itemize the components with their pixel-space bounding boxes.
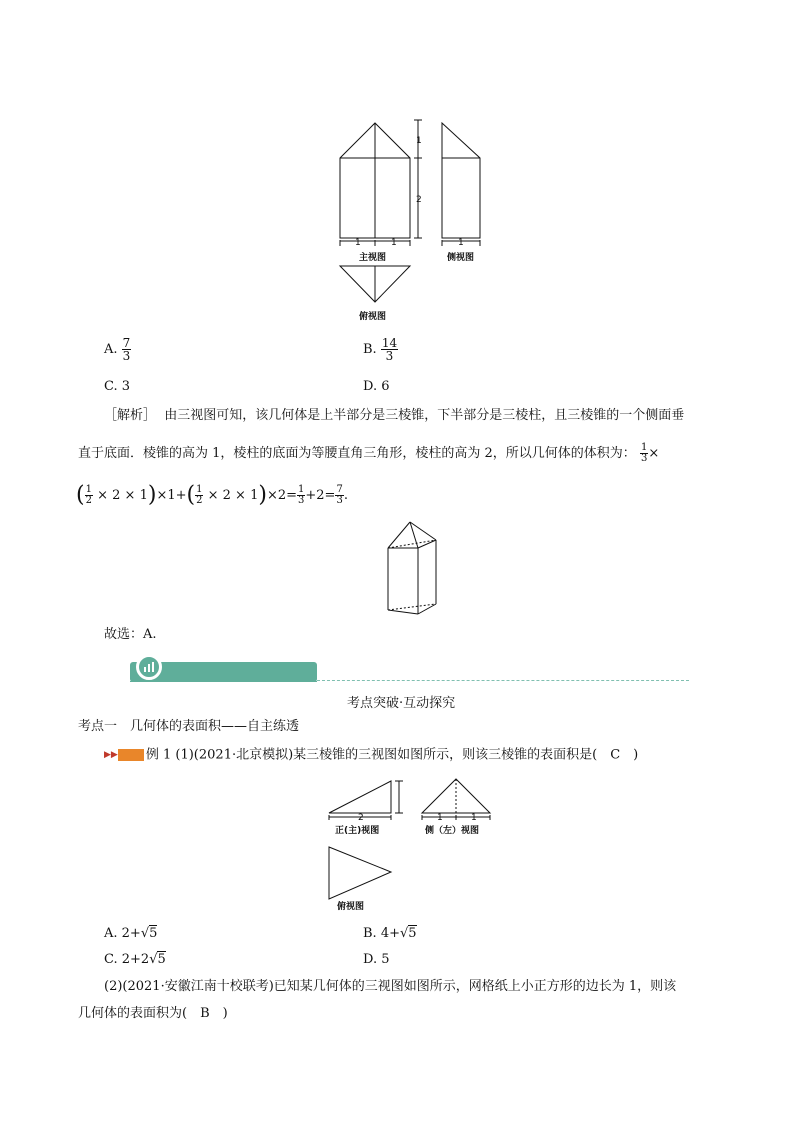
sqrt-sign: √ <box>140 926 150 941</box>
frac-seven-thirds <box>335 485 343 506</box>
paren-close-2: ) <box>258 482 267 508</box>
kaodian-heading: 考点一 几何体的表面积——自主练透 <box>78 719 300 734</box>
analysis-line-3 <box>76 482 348 508</box>
option-a-fraction <box>122 337 132 362</box>
radicand: 5 <box>408 926 417 941</box>
three-view-figure-1 <box>330 110 500 340</box>
expr-part-b: ×1+ <box>156 488 187 503</box>
analysis-line-2 <box>78 443 659 464</box>
times-sign: × <box>648 446 660 461</box>
q2-option-a <box>104 925 157 943</box>
frac-den: 3 <box>298 495 305 506</box>
option-d: D. 6 <box>363 379 390 394</box>
top-view-triangle <box>329 847 391 899</box>
front-view-label: 正(主)视图 <box>335 826 380 836</box>
q2-option-c-text: C. 2+2 <box>104 952 150 967</box>
option-b <box>363 337 398 362</box>
radicand: 5 <box>157 952 166 967</box>
analysis-tag: ［解析］ <box>104 408 157 423</box>
q2-option-b <box>363 925 417 943</box>
frac-num: 1 <box>196 484 203 495</box>
solid-sketch <box>384 520 444 616</box>
section-dashed-rule <box>317 680 689 681</box>
example1-text: (1)(2021·北京模拟)某三棱锥的三视图如图所示，则该三棱锥的表面积是( C ) <box>175 747 639 763</box>
sqrt-sign: √ <box>399 926 409 941</box>
paren-close-1: ) <box>147 482 157 508</box>
option-b-den: 3 <box>385 349 394 363</box>
example1-label: 例 1 <box>145 747 172 763</box>
example1-line <box>104 746 638 765</box>
analysis-text-1: 由三视图可知，该几何体是上半部分是三棱锥，下半部分是三棱柱，且三棱锥的一个侧面垂 <box>164 408 685 423</box>
period: . <box>343 488 348 503</box>
dim-top-label: 1 <box>416 136 422 146</box>
answer-line: 故选：A. <box>104 627 157 642</box>
expr-part-e: +2= <box>305 488 336 503</box>
top-view-label: 俯视图 <box>337 902 365 912</box>
paren-open-1: ( <box>76 482 85 508</box>
q2-option-a-text: A. 2+ <box>104 926 141 941</box>
three-view-figure-2 <box>325 775 505 915</box>
dim-side-right-label: 1 <box>471 813 477 823</box>
paren-open-2: ( <box>186 482 196 508</box>
frac-den: 3 <box>336 495 343 506</box>
side-view-label: 侧视图 <box>447 253 475 263</box>
frac-half-b <box>195 485 203 506</box>
analysis-text-2: 直于底面．棱锥的高为 1，棱柱的底面为等腰直角三角形，棱柱的高为 2，所以几何体的体积为： <box>78 446 636 461</box>
option-a <box>104 337 131 362</box>
side-view-shape <box>442 123 480 238</box>
dim-side-label: 1 <box>458 238 464 248</box>
frac-num: 1 <box>85 484 92 495</box>
part2-line-1: (2)(2021·安徽江南十校联考)已知某几何体的三视图如图所示，网格纸上小正方形的边长为 1，则该 <box>104 979 677 994</box>
option-a-prefix: A. <box>104 342 118 357</box>
expr-part-a: × 2 × 1 <box>97 488 148 503</box>
part2-line-2: 几何体的表面积为( B ) <box>78 1006 228 1021</box>
option-b-fraction <box>381 337 398 362</box>
frac-den: 2 <box>196 495 203 506</box>
front-view-triangle <box>329 781 391 813</box>
expr-part-c: × 2 × 1 <box>207 488 259 503</box>
frac-num: 7 <box>336 484 343 495</box>
q2-option-d: D. 5 <box>363 952 390 967</box>
frac-den: 3 <box>640 453 648 464</box>
radicand: 5 <box>149 926 158 941</box>
expr-part-d: ×2= <box>266 488 297 503</box>
sqrt-sign: √ <box>149 952 158 967</box>
analysis-line-1 <box>104 407 684 425</box>
dim-front-label: 2 <box>358 813 364 823</box>
frac-num: 1 <box>640 442 648 453</box>
dim-side-left-label: 1 <box>437 813 443 823</box>
example-tag-icon <box>118 749 144 761</box>
q2-option-c <box>104 951 166 969</box>
top-view-label: 俯视图 <box>359 312 387 322</box>
chart-icon <box>136 654 162 680</box>
front-view-label: 主视图 <box>359 253 387 263</box>
option-a-num: 7 <box>122 336 131 350</box>
frac-num: 1 <box>298 484 305 495</box>
option-c: C. 3 <box>104 379 131 394</box>
option-b-prefix: B. <box>363 342 377 357</box>
dim-right-label: 1 <box>391 238 397 248</box>
option-b-num: 14 <box>381 336 398 350</box>
dim-left-label: 1 <box>355 238 361 248</box>
frac-half-a <box>85 485 93 506</box>
q2-option-b-text: B. 4+ <box>363 926 400 941</box>
section-underline <box>130 681 317 682</box>
double-arrow-icon: ▶▶ <box>104 750 118 760</box>
section-title: 考点突破·互动探究 <box>347 696 456 711</box>
dim-height-label: 2 <box>416 195 422 205</box>
option-a-den: 3 <box>122 349 131 363</box>
frac-den: 2 <box>85 495 92 506</box>
side-view-label: 侧（左）视图 <box>425 826 480 836</box>
